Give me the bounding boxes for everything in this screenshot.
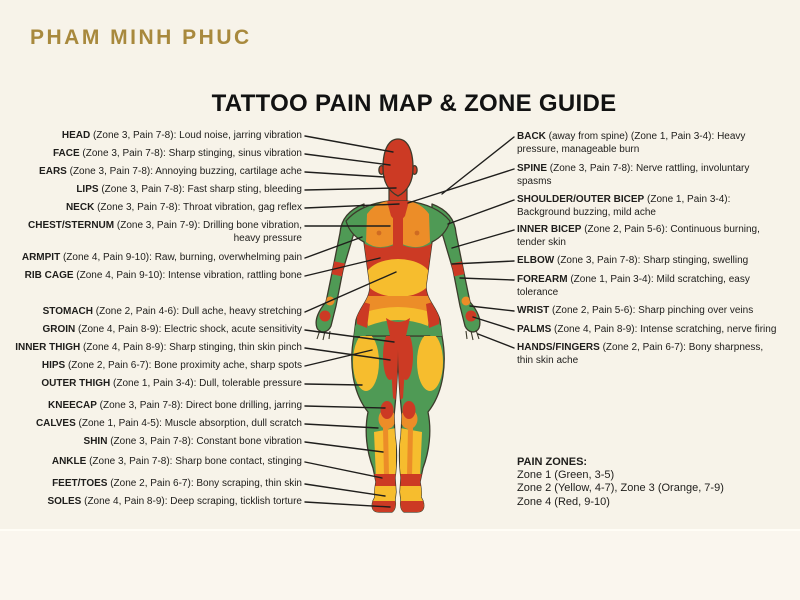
torso-shape bbox=[346, 201, 450, 336]
label-face: FACE (Zone 3, Pain 7-8): Sharp stinging, sinus vibration bbox=[52, 148, 302, 159]
torso-zones bbox=[354, 201, 442, 336]
label-soles: SOLES (Zone 4, Pain 8-9): Deep scraping, ticklish torture bbox=[47, 496, 302, 507]
neck-shape bbox=[389, 184, 407, 206]
arms-shape bbox=[316, 204, 480, 332]
label-head: HEAD (Zone 3, Pain 7-8): Loud noise, jarring vibration bbox=[61, 130, 302, 141]
legs-shape bbox=[352, 336, 444, 512]
label-outer-thigh: OUTER THIGH (Zone 1, Pain 3-4): Dull, tolerable pressure bbox=[41, 378, 302, 389]
legend-zone2-zone3: Zone 2 (Yellow, 4-7), Zone 3 (Orange, 7-9) bbox=[517, 482, 724, 495]
finger-lines bbox=[317, 330, 479, 340]
pain-zones-legend bbox=[517, 456, 724, 509]
label-ankle: ANKLE (Zone 3, Pain 7-8): Sharp bone contact, stinging bbox=[51, 456, 302, 467]
leg-zones bbox=[353, 332, 443, 512]
label-kneecap: KNEECAP (Zone 3, Pain 7-8): Direct bone drilling, jarring bbox=[48, 400, 302, 411]
footer-strip bbox=[0, 529, 800, 600]
label-elbow: ELBOW (Zone 3, Pain 7-8): Sharp stinging, swelling bbox=[517, 255, 749, 266]
label-groin: GROIN (Zone 4, Pain 8-9): Electric shock, acute sensitivity bbox=[42, 324, 302, 335]
label-wrist: WRIST (Zone 2, Pain 5-6): Sharp pinching over veins bbox=[517, 305, 754, 316]
label-shoulder-outer-bicep: SHOULDER/OUTER BICEP (Zone 1, Pain 3-4): Background buzzing, mild ache bbox=[517, 194, 731, 218]
page-title: TATTOO PAIN MAP & ZONE GUIDE bbox=[211, 90, 617, 117]
label-inner-thigh: INNER THIGH (Zone 4, Pain 8-9): Sharp stinging, thin skin pinch bbox=[15, 342, 302, 353]
legend-zone4: Zone 4 (Red, 9-10) bbox=[517, 495, 610, 508]
label-back: BACK (away from spine) (Zone 1, Pain 3-4): Heavy pressure, manageable burn bbox=[517, 131, 746, 155]
arm-zones bbox=[320, 260, 477, 322]
label-forearm: FOREARM (Zone 1, Pain 3-4): Mild scratching, easy tolerance bbox=[517, 274, 750, 298]
nipple-left bbox=[377, 231, 382, 236]
label-inner-bicep: INNER BICEP (Zone 2, Pain 5-6): Continuous burning, tender skin bbox=[517, 224, 760, 248]
label-hips: HIPS (Zone 2, Pain 6-7): Bone proximity ache, sharp spots bbox=[41, 360, 302, 371]
legend-heading: PAIN ZONES: bbox=[517, 456, 588, 468]
label-hands-fingers: HANDS/FINGERS (Zone 2, Pain 6-7): Bony sharpness, thin skin ache bbox=[517, 342, 764, 366]
label-shin: SHIN (Zone 3, Pain 7-8): Constant bone vibration bbox=[83, 436, 302, 447]
head-shape bbox=[379, 139, 417, 196]
label-spine: SPINE (Zone 3, Pain 7-8): Nerve rattling, involuntary spasms bbox=[517, 163, 750, 187]
label-rib-cage: RIB CAGE (Zone 4, Pain 9-10): Intense vibration, rattling bone bbox=[24, 270, 302, 281]
label-feet-toes: FEET/TOES (Zone 2, Pain 6-7): Bony scraping, thin skin bbox=[52, 478, 302, 489]
label-palms: PALMS (Zone 4, Pain 8-9): Intense scratching, nerve firing bbox=[517, 324, 777, 335]
label-stomach: STOMACH (Zone 2, Pain 4-6): Dull ache, heavy stretching bbox=[42, 306, 302, 317]
label-armpit: ARMPIT (Zone 4, Pain 9-10): Raw, burning, overwhelming pain bbox=[21, 252, 302, 263]
label-calves: CALVES (Zone 1, Pain 4-5): Muscle absorption, dull scratch bbox=[35, 418, 302, 429]
label-ears: EARS (Zone 3, Pain 7-8): Annoying buzzing, cartilage ache bbox=[39, 166, 302, 177]
nipple-right bbox=[415, 231, 420, 236]
label-lips: LIPS (Zone 3, Pain 7-8): Fast sharp sting, bleeding bbox=[76, 184, 302, 195]
leader-lines bbox=[305, 136, 514, 507]
label-neck: NECK (Zone 3, Pain 7-8): Throat vibration, gag reflex bbox=[65, 202, 302, 213]
legend-zone1: Zone 1 (Green, 3-5) bbox=[517, 469, 615, 482]
label-chest-sternum: CHEST/STERNUM (Zone 3, Pain 7-9): Drilling bone vibration, heavy pressure bbox=[28, 220, 302, 244]
brand-logo: PHAM MINH PHUC bbox=[30, 26, 252, 49]
